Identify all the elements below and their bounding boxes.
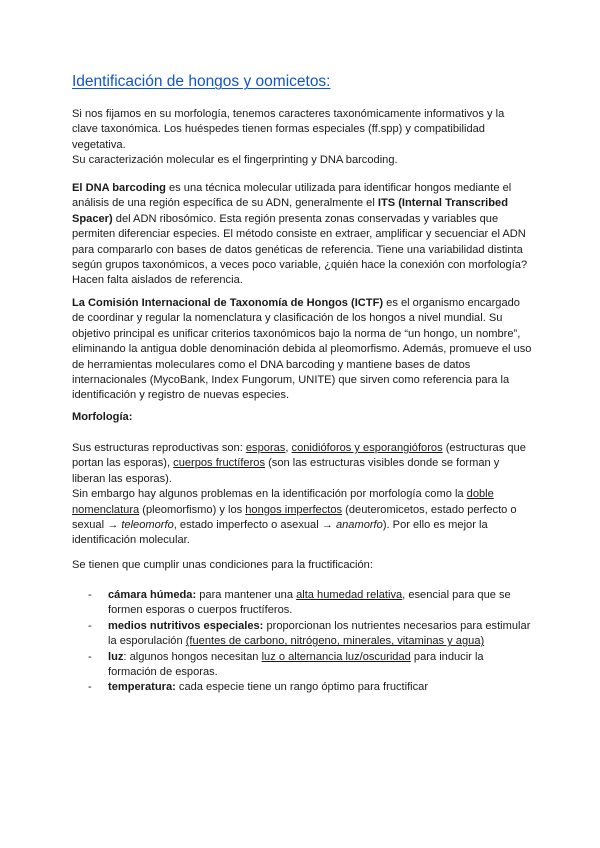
list-item-term: temperatura: <box>108 681 176 694</box>
list-item-text-2: para inducir la formación de esporas. <box>108 650 484 679</box>
dna-barcoding-term: El DNA barcoding <box>72 182 166 194</box>
morf-text-5: Sin embargo hay algunos problemas en la identificación por morfología como la <box>72 488 467 501</box>
morf-text-2: , <box>285 442 292 454</box>
list-dash: - <box>88 589 92 601</box>
list-item <box>72 588 532 619</box>
list-item-text: : algunos hongos necesitan <box>123 650 262 663</box>
dna-text-1: es una técnica molecular utilizada para identificar hongos mediante el análisis de una región específica de su ADN, generalmente el <box>72 182 512 210</box>
list-item-text: para mantener una <box>196 589 297 601</box>
dna-barcoding-paragraph <box>72 181 532 289</box>
list-item-text: proporcionan los nutrientes necesarios para estimular la esporulación <box>108 619 531 648</box>
morfologia-paragraph-1 <box>72 441 532 487</box>
ictf-paragraph <box>72 296 532 404</box>
fructificacion-intro: Se tienen que cumplir unas condiciones para la fructificación: <box>72 559 373 571</box>
list-item-text-2: , esencial para que se formen esporas o cuerpos fructíferos. <box>108 589 511 617</box>
morfologia-heading: Morfología: <box>72 411 133 423</box>
intro-section <box>72 107 532 169</box>
morfologia-section <box>72 441 532 549</box>
list-item <box>72 680 532 695</box>
morf-text-1: Sus estructuras reproductivas son: <box>72 442 246 454</box>
cuerpos-fructiferos-link: cuerpos fructíferos <box>173 457 266 470</box>
list-item-text: cada especie tiene un rango óptimo para fructificar <box>175 681 429 694</box>
list-item-term: cámara húmeda: <box>108 589 197 601</box>
esporas-link: esporas <box>245 442 286 454</box>
morf-text-8: , estado imperfecto o asexual → <box>173 519 336 532</box>
anamorfo-term: anamorfo <box>335 519 383 532</box>
list-item <box>72 619 532 650</box>
intro-paragraph-1: Si nos fijamos en su morfología, tenemos caracteres taxonómicamente informativos y la clave taxonómica. Los huéspedes tienen formas especiales (ff.spp) y compatibilidad vegetativa. <box>72 108 505 151</box>
list-item-term: medios nutritivos especiales: <box>108 619 264 632</box>
ictf-text: es el organismo encargado de coordinar y regular la nomenclatura y clasificación de los hongos a nivel mundial. Su objetivo principal es unificar criterios taxonómicos bajo la norma de “un hongo, un nombre”, eliminando la antigua doble denominación debida al pleomorfismo. Además, promueve el uso de herramientas moleculares como el DNA barcoding y mantiene bases de datos internacionales (MycoBank, Index Fungorum, UNITE) que sirven como referencia para la identificación y registro de nuevas especies. <box>72 297 532 402</box>
morf-text-4: (son las estructuras visibles donde se forman y liberan las esporas). <box>72 457 500 485</box>
list-dash: - <box>88 619 92 632</box>
teleomorfo-term: teleomorfo <box>121 519 174 532</box>
ictf-term: La Comisión Internacional de Taxonomía de Hongos (ICTF) <box>72 297 384 309</box>
list-dash: - <box>88 650 92 663</box>
list-dash: - <box>88 681 92 694</box>
morf-text-7: (deuteromicetos, estado perfecto o sexual → <box>72 503 517 532</box>
page-title: Identificación de hongos y oomicetos: <box>72 73 331 90</box>
morf-text-3: (estructuras que portan las esporas), <box>72 442 526 470</box>
hongos-imperfectos-link: hongos imperfectos <box>245 503 343 516</box>
list-item-underlined: luz o alternancia luz/oscuridad <box>261 650 411 663</box>
its-term: ITS (Internal Transcribed Spacer) <box>72 197 508 225</box>
morf-text-6: (pleomorfismo) y los <box>139 503 246 516</box>
list-item-term: luz <box>108 650 124 663</box>
list-item-underlined: (fuentes de carbono, nitrógeno, minerales, vitaminas y agua) <box>185 635 485 648</box>
morfologia-paragraph-2 <box>72 487 532 549</box>
dna-text-2: del ADN ribosómico. Esta región presenta zonas conservadas y variables que permiten diferenciar especies. El método consiste en extraer, amplificar y secuenciar el ADN para compararlo con bases de datos genéticas de referencia. Tiene una variabilidad distinta según grupos taxonómicos, a veces poco variable, ¿quién hace la conexión con morfología? Hacen falta aislados de referencia. <box>72 212 528 287</box>
list-item <box>72 650 532 681</box>
doble-nomenclatura-link: doble nomenclatura <box>72 488 494 516</box>
list-item-underlined: alta humedad relativa <box>296 589 403 601</box>
conidioforos-link: conidióforos y esporangióforos <box>291 442 443 454</box>
fructificacion-list <box>72 588 532 696</box>
intro-paragraph-2: Su caracterización molecular es el fingerprinting y DNA barcoding. <box>72 154 398 167</box>
morf-text-9: ). Por ello es mejor la identificación molecular. <box>72 519 488 547</box>
